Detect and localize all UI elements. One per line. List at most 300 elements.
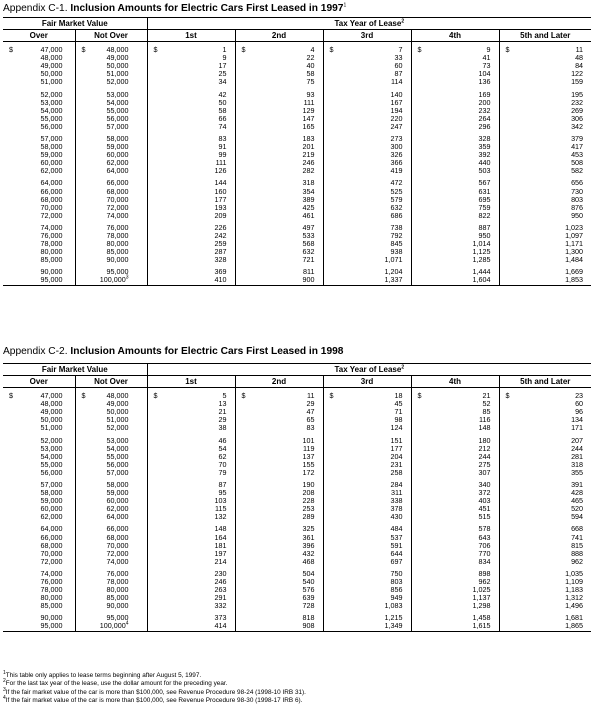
cell-value: 582 [571,166,584,176]
table-row [3,135,591,143]
cell-value: 76,000 [106,222,129,232]
cell-value: 66,000 [106,524,129,534]
cell-value: 64,000 [106,512,129,522]
cell-value: 359 [478,142,491,152]
cell-value: 392 [478,150,491,160]
cell-value: 50,000 [106,61,129,71]
dollar-sign: $ [505,391,510,400]
cell-value: 140 [390,89,403,99]
dollar-sign: $ [241,391,246,400]
cell-value: 85 [482,407,491,417]
cell-value: 90,000 [106,255,129,265]
cell-value: 49,000 [106,399,129,409]
table2 [3,363,591,632]
cell-value: 76,000 [40,577,63,587]
cell-value: 84 [575,61,584,71]
table-cell [3,392,75,400]
cell-value: 58,000 [40,142,63,152]
table-cell [147,602,235,610]
table-cell [3,578,75,586]
cell-value: 1,014 [472,239,491,249]
cell-value: 45 [394,399,403,409]
cell-value: 730 [571,186,584,196]
cell-value: 74 [218,121,227,131]
table-row [3,70,591,78]
cell-value: 876 [571,202,584,212]
table-cell [499,276,591,285]
cell-value: 328 [478,133,491,143]
cell-value: 91 [218,142,227,152]
cell-value: 822 [478,210,491,220]
column-header: 3rd [323,30,411,42]
cell-value: 232 [478,105,491,115]
cell-value: 60 [575,399,584,409]
cell-value: 21 [218,407,227,417]
cell-value: 47 [306,407,315,417]
table-cell [75,622,147,631]
table-cell [323,78,411,86]
cell-value: 70,000 [106,194,129,204]
dollar-sign: $ [9,391,13,400]
cell-value: 962 [571,556,584,566]
table-cell [3,123,75,131]
cell-value: 949 [390,593,403,603]
cell-value: 95,000 [106,267,129,277]
cell-value: 137 [302,451,315,461]
cell-value: 58,000 [106,133,129,143]
year-header-text: Tax Year of Lease [334,365,402,374]
table-row [3,497,591,505]
cell-value: 340 [478,479,491,489]
table-cell [3,46,75,54]
cell-value: 49,000 [40,61,63,71]
cell-value: 111 [215,158,227,168]
cell-value: 253 [302,504,315,514]
cell-value: 908 [302,621,315,631]
table-row [3,469,591,477]
table-row [3,99,591,107]
table-row [3,78,591,86]
table-cell [3,614,75,622]
cell-value: 115 [215,504,227,514]
cell-value: 136 [478,77,491,87]
table-cell [323,256,411,264]
table-cell [499,123,591,131]
column-header: Not Over [75,30,147,42]
fmv-header-text: Fair Market Value [41,19,108,28]
cell-value: 60 [394,61,403,71]
cell-value: 209 [214,210,227,220]
cell-value: 4 [310,45,315,55]
cell-value: 568 [302,239,315,249]
table-row [3,534,591,542]
cell-value: 13 [218,399,227,409]
cell-value: 155 [302,459,315,469]
cell-value: 465 [571,496,584,506]
cell-value: 1,025 [472,585,491,595]
cell-value: 165 [302,121,315,131]
footnote-mark: 3 [3,686,6,693]
cell-value: 164 [214,532,227,542]
table-cell [499,424,591,432]
cell-value: 103 [214,496,227,506]
table-cell [411,558,499,566]
cell-value: 52 [482,399,491,409]
cell-value: 66,000 [40,186,63,196]
cell-value: 59,000 [106,488,129,498]
cell-value: 246 [214,577,227,587]
table-cell [235,78,323,86]
cell-value: 428 [571,488,584,498]
cell-value: 361 [302,532,315,542]
table-row [3,594,591,602]
cell-value: 58,000 [106,479,129,489]
cell-value: 1,215 [384,613,403,623]
table-cell [235,424,323,432]
cell-value: 46 [218,435,227,445]
cell-value: 247 [390,121,403,131]
table-row [3,570,591,578]
cell-value: 950 [571,210,584,220]
cell-value: 48,000 [40,53,63,63]
cell-value: 68,000 [106,186,129,196]
cell-value: 195 [571,89,584,99]
cell-value: 47,000 [40,45,63,55]
column-header: 5th and Later [499,30,591,42]
cell-value: 1 [222,45,227,55]
table-cell [499,167,591,175]
cell-value: 1,204 [384,267,403,277]
table-row [3,62,591,70]
cell-value: 124 [390,423,403,433]
cell-value: 372 [478,488,491,498]
table-cell [3,276,75,285]
cell-value: 414 [214,621,227,631]
table-cell [499,78,591,86]
table-row [3,558,591,566]
cell-value: 74,000 [40,222,63,232]
cell-value: 425 [302,202,315,212]
cell-value: 59,000 [40,150,63,160]
cell-value: 644 [390,548,403,558]
cell-value: 49,000 [40,407,63,417]
cell-value: 78,000 [40,239,63,249]
column-header: 3rd [323,376,411,388]
cell-value: 231 [390,459,403,469]
table-cell [235,167,323,175]
footnote-mark: 4 [3,695,6,702]
table-cell [411,513,499,521]
cell-value: 85,000 [40,255,63,265]
cell-value: 65 [306,415,315,425]
cell-value: 70,000 [40,548,63,558]
cell-value: 284 [390,479,403,489]
cell-value: 594 [571,512,584,522]
table-cell [3,248,75,256]
dollar-sign: $ [153,391,158,400]
cell-value: 631 [478,186,491,196]
table-cell [3,62,75,70]
dollar-sign: $ [81,45,86,54]
table-cell [411,167,499,175]
table-cell [323,123,411,131]
cell-value: 1,298 [472,601,491,611]
table-cell [411,622,499,631]
cell-value: 417 [571,142,584,152]
table-row [3,513,591,521]
cell-value: 50,000 [40,69,63,79]
cell-value: 57,000 [106,467,129,477]
table-cell [3,622,75,631]
cell-value: 484 [390,524,403,534]
cell-value: 78,000 [106,577,129,587]
cell-value: 296 [478,121,491,131]
cell-value: 83 [218,133,227,143]
cell-value: 815 [571,540,584,550]
cell-value: 197 [214,548,227,558]
cell-value: 440 [478,158,491,168]
cell-value: 159 [571,77,584,87]
cell-value: 147 [302,113,315,123]
cell-value: 300 [390,142,403,152]
table-row [3,542,591,550]
cell-value: 96 [575,407,584,417]
table-row [3,188,591,196]
cell-value: 325 [302,524,315,534]
year-header [147,18,591,30]
cell-value: 64,000 [40,178,63,188]
cell-value: 74,000 [106,210,129,220]
column-header: 2nd [235,30,323,42]
cell-value: 54,000 [106,443,129,453]
cell-value: 537 [390,532,403,542]
cell-value: 64,000 [40,524,63,534]
cell-value: 93 [306,89,315,99]
cell-value: 525 [390,186,403,196]
cell-value: 1,853 [565,275,584,285]
table-row [3,416,591,424]
cell-value: 190 [302,479,315,489]
cell-value: 770 [478,548,491,558]
cell-value: 90,000 [40,267,63,277]
cell-value: 311 [391,488,403,498]
cell-value: 95,000 [40,621,63,631]
cell-value: 41 [482,53,491,63]
table-cell [147,123,235,131]
table-cell [3,469,75,477]
cell-value: 62 [218,451,227,461]
cell-value: 85,000 [106,593,129,603]
table-cell [3,196,75,204]
cell-value: 52,000 [106,423,129,433]
cell-value: 750 [390,568,403,578]
table-row [3,408,591,416]
table-cell [323,424,411,432]
cell-value: 803 [390,577,403,587]
cell-value: 48,000 [106,45,129,55]
cell-value: 9 [486,45,491,55]
year-header [147,364,591,376]
dollar-sign: $ [505,45,510,54]
fmv-header-text: Fair Market Value [41,365,108,374]
cell-value: 60,000 [106,150,129,160]
table-cell [235,558,323,566]
table-cell [499,622,591,631]
cell-value: 72,000 [106,548,129,558]
cell-value: 172 [302,467,315,477]
cell-value: 738 [390,222,403,232]
cell-value: 76,000 [40,231,63,241]
table-cell [75,513,147,521]
cell-value: 38 [218,423,227,433]
cell-value: 68,000 [106,532,129,542]
cell-value: 98 [394,415,403,425]
cell-value: 80,000 [106,239,129,249]
cell-value: 68,000 [40,194,63,204]
cell-value: 100,000 [99,275,126,285]
header-row [3,18,591,30]
cell-value: 451 [478,504,491,514]
table-cell [75,256,147,264]
cell-value: 219 [302,150,315,160]
cell-value: 171 [571,423,584,433]
cell-value: 52,000 [40,89,63,99]
cell-value: 1,444 [472,267,491,277]
table-row [3,489,591,497]
cell-value: 58,000 [40,488,63,498]
cell-value: 68,000 [40,540,63,550]
table-cell [235,622,323,631]
cell-value: 177 [214,194,227,204]
cell-value: 1,071 [384,255,403,265]
cell-value: 85,000 [40,601,63,611]
column-header: 5th and Later [499,376,591,388]
cell-value: 591 [390,540,403,550]
table-cell [3,424,75,432]
cell-value: 11 [307,391,315,401]
cell-value: 95,000 [106,613,129,623]
cell-value: 369 [214,267,227,277]
cell-value: 144 [214,178,227,188]
table-cell [3,115,75,123]
cell-value: 99 [218,150,227,160]
cell-value: 508 [571,158,584,168]
cell-value: 461 [302,210,315,220]
cell-value: 1,125 [472,247,491,257]
cell-value: 80,000 [40,593,63,603]
fmv-header [3,364,147,376]
cell-value: 87 [394,69,403,79]
cell-value: 389 [302,194,315,204]
table-cell [3,436,75,444]
footnote-mark: 1 [3,669,6,676]
cell-value: 21 [482,391,491,401]
column-header: Over [3,30,75,42]
cell-value: 54,000 [106,97,129,107]
cell-value: 122 [571,69,584,79]
cell-value: 289 [302,512,315,522]
header-row [3,364,591,376]
cell-value: 579 [390,194,403,204]
cell-value: 116 [479,415,491,425]
table-row [3,400,591,408]
table-cell [3,78,75,86]
cell-value: 282 [302,166,315,176]
table-cell [75,424,147,432]
cell-value: 90,000 [106,601,129,611]
cell-value: 54 [218,443,227,453]
cell-value: 58 [306,69,315,79]
cell-value: 656 [571,178,584,188]
cell-value: 318 [571,459,584,469]
cell-value: 60,000 [106,496,129,506]
cell-value: 62,000 [106,504,129,514]
table-cell [3,99,75,107]
cell-value: 194 [390,105,403,115]
cell-value: 938 [390,247,403,257]
cell-value: 792 [390,231,403,241]
table-cell [3,558,75,566]
table-cell [3,416,75,424]
cell-value: 533 [302,231,315,241]
cell-value: 307 [478,467,491,477]
table-row [3,578,591,586]
table-cell [3,240,75,248]
cell-value: 100,000 [99,621,126,631]
cell-value: 56,000 [40,121,63,131]
table-cell [323,558,411,566]
cell-value: 419 [390,166,403,176]
cell-value: 212 [478,443,491,453]
cell-value: 366 [390,158,403,168]
table-cell [323,167,411,175]
footnote [3,680,306,688]
cell-value: 230 [214,568,227,578]
table2-title-prefix: Appendix C-2. [3,346,71,357]
table-row [3,204,591,212]
table-cell [499,513,591,521]
table1-title-main: Inclusion Amounts for Electric Cars First Leased in 1997 [70,3,344,14]
table-cell [411,276,499,285]
column-header: 2nd [235,376,323,388]
cell-value: 169 [478,89,491,99]
cell-value: 207 [571,435,584,445]
cell-value: 453 [571,150,584,160]
cell-value: 856 [390,585,403,595]
cell-value: 59,000 [106,142,129,152]
cell-value: 214 [214,556,227,566]
column-header-row [3,30,591,42]
cell-value: 75 [306,77,315,87]
cell-value: 900 [302,275,315,285]
cell-value: 504 [302,568,315,578]
table-cell [3,70,75,78]
cell-value: 515 [478,512,491,522]
dollar-sign: $ [417,391,422,400]
cell-value: 1,865 [565,621,584,631]
cell-value: 55,000 [40,113,63,123]
fmv-header [3,18,147,30]
column-header: 1st [147,376,235,388]
cell-value: 888 [571,548,584,558]
cell-value: 62,000 [40,166,63,176]
cell-value: 74,000 [40,568,63,578]
cell-value: 497 [302,222,315,232]
table-row [3,143,591,151]
cell-value: 55,000 [106,105,129,115]
table-cell [3,461,75,469]
cell-value: 83 [306,423,315,433]
